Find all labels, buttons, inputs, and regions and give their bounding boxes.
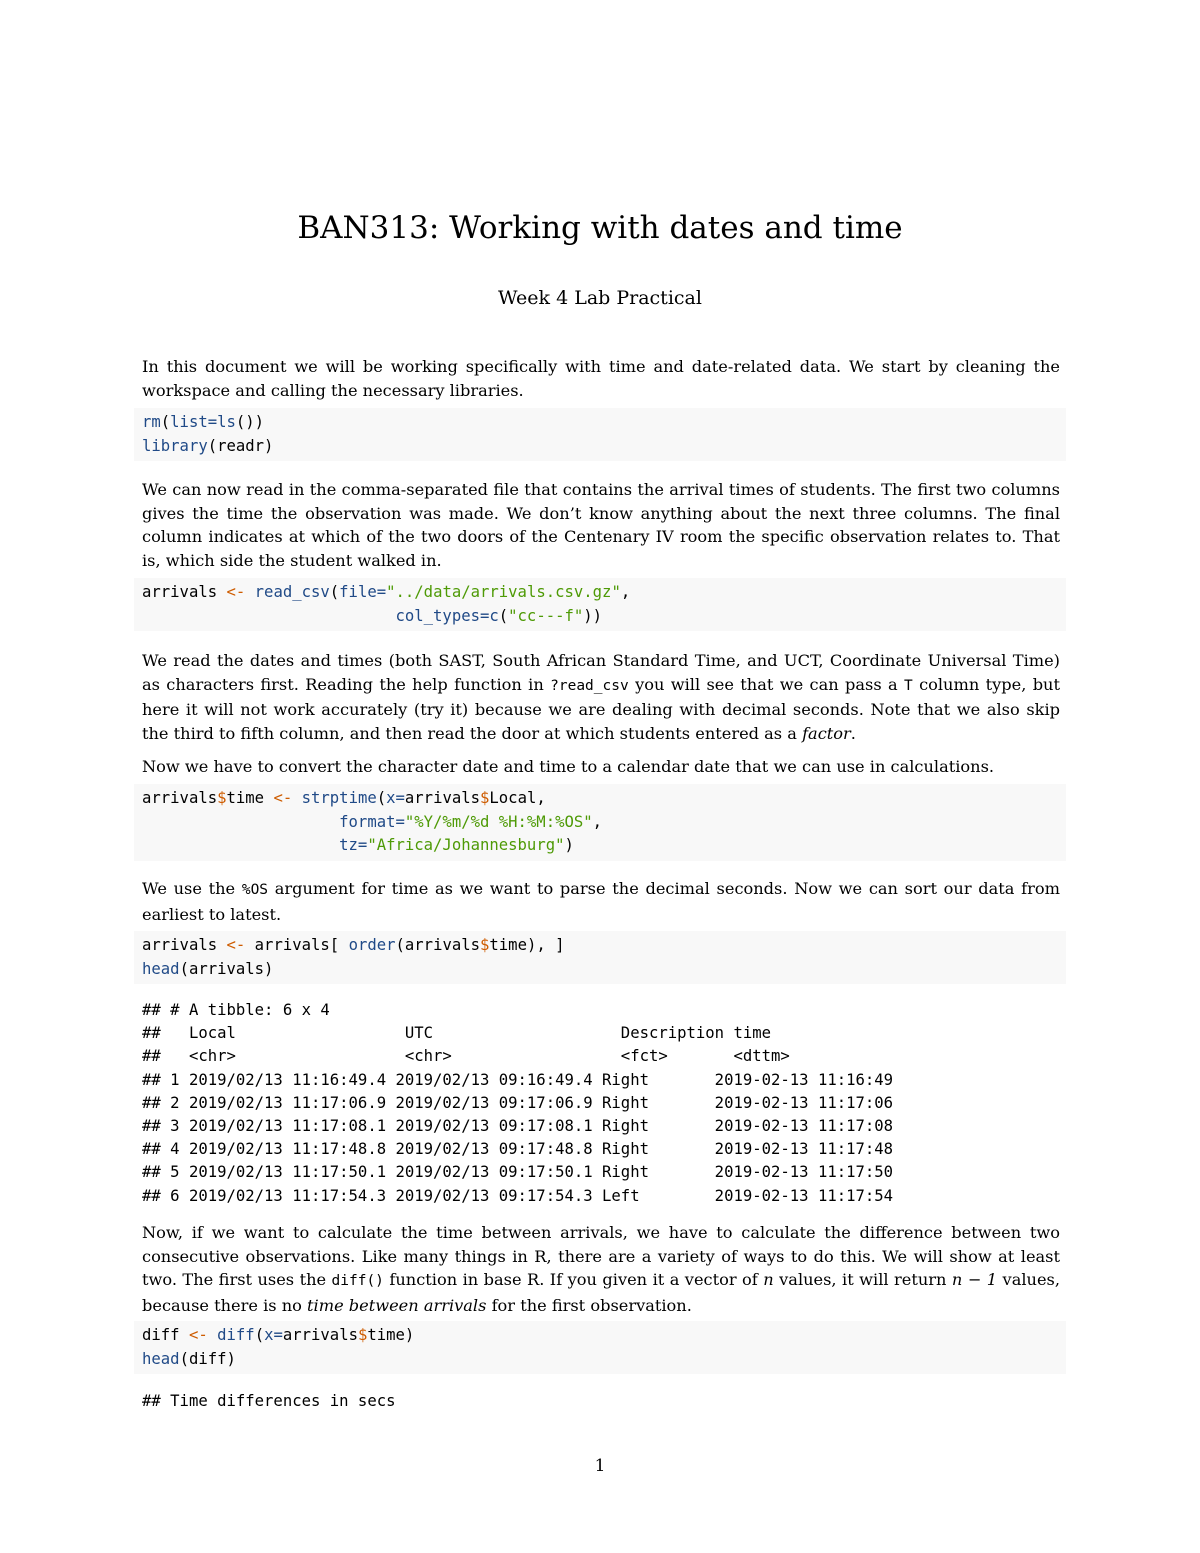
output-columns: ## Local UTC Description time bbox=[142, 1024, 912, 1043]
output-row: ## 1 2019/02/13 11:16:49.4 2019/02/13 09:16:49.4 Right 2019-02-13 11:16:49 bbox=[142, 1070, 894, 1089]
code-block-order: arrivals <- arrivals[ order(arrivals$time), ] head(arrivals) bbox=[134, 931, 1066, 984]
code-block-diff: diff <- diff(x=arrivals$time) head(diff) bbox=[134, 1321, 1066, 1374]
output-header: ## # A tibble: 6 x 4 bbox=[142, 1001, 330, 1019]
output-row: ## 5 2019/02/13 11:17:50.1 2019/02/13 09:17:50.1 Right 2019-02-13 11:17:50 bbox=[142, 1163, 894, 1182]
output-row: ## 3 2019/02/13 11:17:08.1 2019/02/13 09:17:08.1 Right 2019-02-13 11:17:08 bbox=[142, 1117, 894, 1136]
tibble-output bbox=[142, 999, 912, 1208]
output-types: ## <chr> <chr> <fct> <dttm> bbox=[142, 1047, 912, 1066]
code-block-read-csv: arrivals <- read_csv(file="../data/arrivals.csv.gz", col_types=c("cc---f")) bbox=[134, 578, 1066, 631]
intro-paragraph: In this document we will be working specifically with time and date-related data. We start by cleaning the workspace and calling the necessary libraries. bbox=[142, 357, 1060, 400]
output-row: ## 6 2019/02/13 11:17:54.3 2019/02/13 09:17:54.3 Left 2019-02-13 11:17:54 bbox=[142, 1186, 894, 1205]
page-subtitle: Week 4 Lab Practical bbox=[498, 287, 702, 309]
page-title: BAN313: Working with dates and time bbox=[297, 210, 903, 246]
column-types-paragraph: We read the dates and times (both SAST, South African Standard Time, and UCT, Coordinate Universal Time) as characters first. Reading the help function in ?read_csv you will see that we can pass a T column type, but here it will not work accurately (try it) because we are dealing with decimal seconds. Note that we also skip the third to fifth column, and then read the door at which students entered as a factor. bbox=[142, 651, 1060, 743]
diff-output: ## Time differences in secs bbox=[142, 1392, 396, 1410]
output-row: ## 2 2019/02/13 11:17:06.9 2019/02/13 09:17:06.9 Right 2019-02-13 11:17:06 bbox=[142, 1093, 894, 1112]
code-block-strptime: arrivals$time <- strptime(x=arrivals$Local, format="%Y/%m/%d %H:%M:%OS", tz="Africa/Johannesburg") bbox=[134, 784, 1066, 861]
diff-paragraph: Now, if we want to calculate the time between arrivals, we have to calculate the difference between two consecutive observations. Like many things in R, there are a variety of ways to do this. We will show at least two. The first uses the diff() function in base R. If you given it a vector of n values, it will return n − 1 values, because there is no time between arrivals for the first observation. bbox=[142, 1223, 1060, 1315]
code-block-setup: rm(list=ls()) library(readr) bbox=[134, 408, 1066, 461]
read-csv-paragraph: We can now read in the comma-separated file that contains the arrival times of students. The first two columns gives the time the observation was made. We don’t know anything about the next three columns. The final column indicates at which of the two doors of the Centenary IV room the specific observation relates to. That is, which side the student walked in. bbox=[142, 480, 1060, 570]
page-number: 1 bbox=[594, 1456, 606, 1476]
output-row: ## 4 2019/02/13 11:17:48.8 2019/02/13 09:17:48.8 Right 2019-02-13 11:17:48 bbox=[142, 1140, 894, 1159]
convert-paragraph: Now we have to convert the character date and time to a calendar date that we can use in calculations. bbox=[142, 757, 995, 776]
decimal-seconds-paragraph: We use the %OS argument for time as we want to parse the decimal seconds. Now we can sort our data from earliest to latest. bbox=[142, 879, 1060, 924]
